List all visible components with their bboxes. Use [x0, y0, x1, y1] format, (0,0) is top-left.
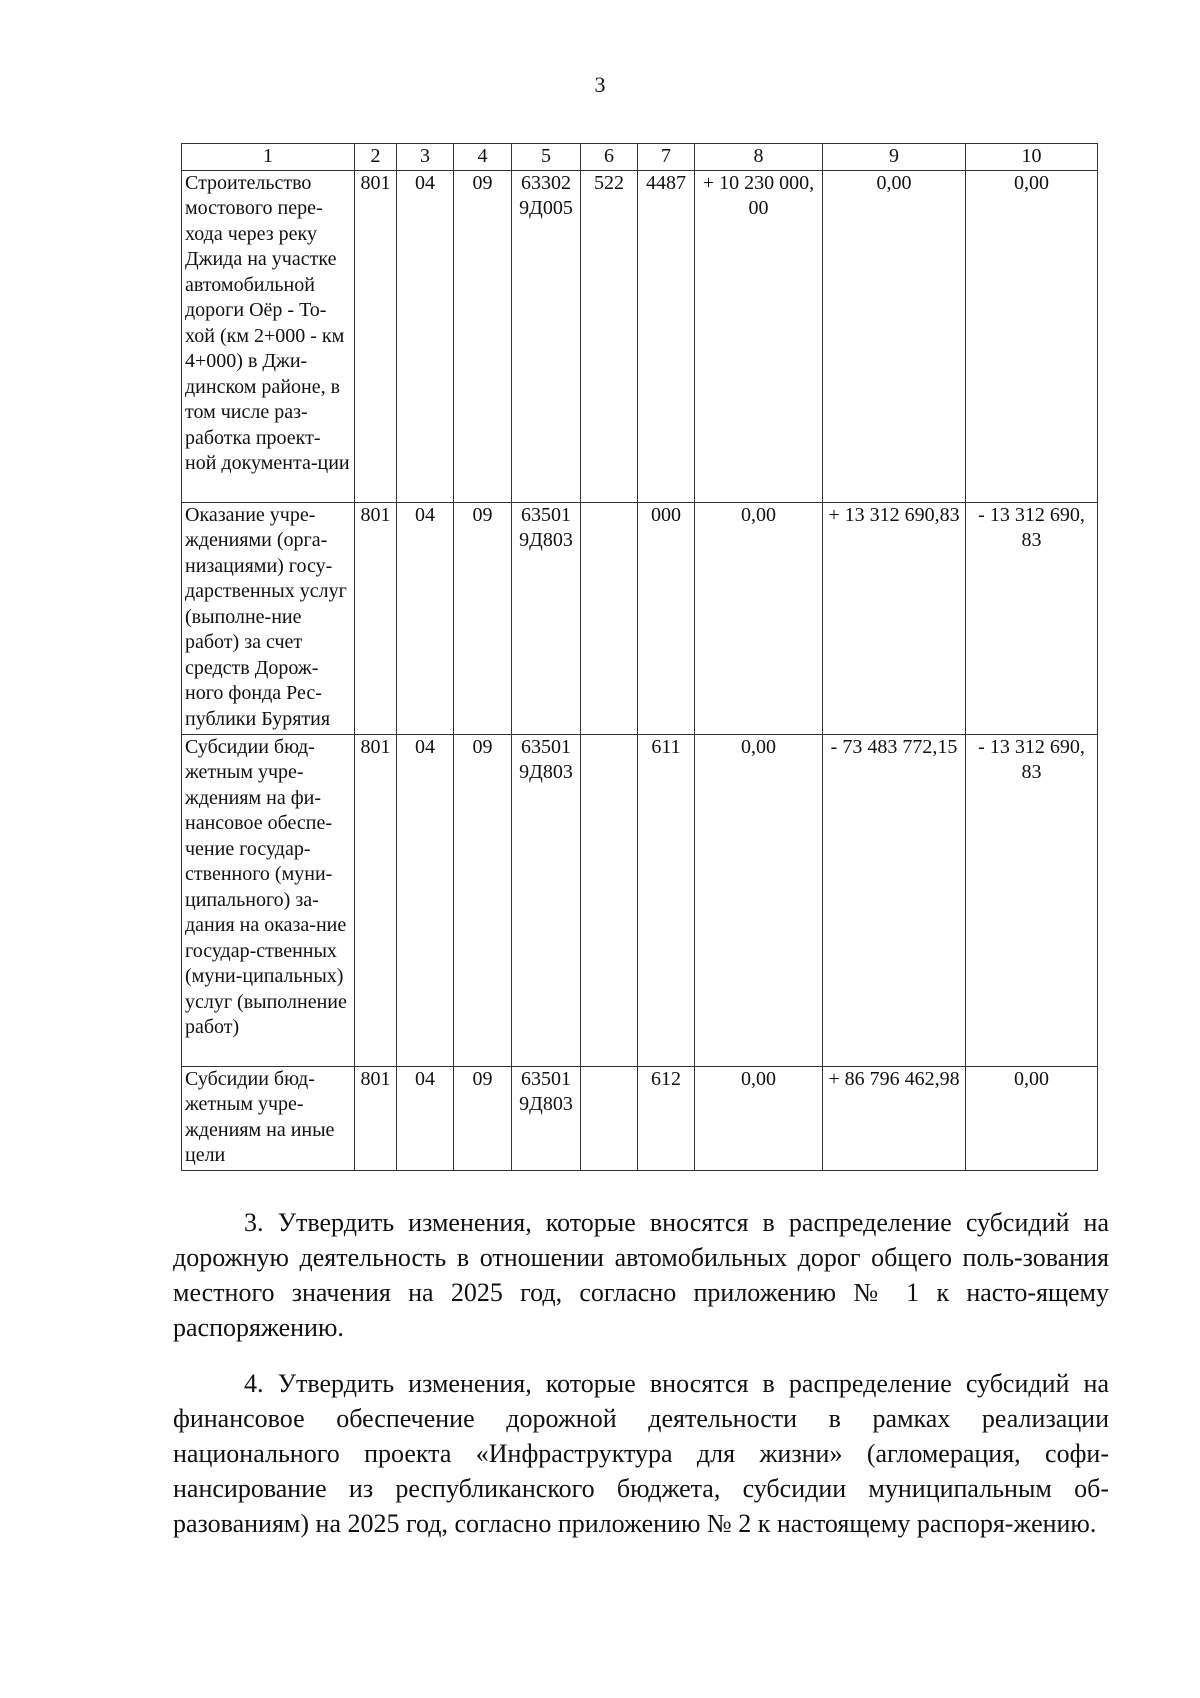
page-number: 3: [594, 72, 606, 97]
cell-col9: + 86 796 462,98: [823, 1066, 966, 1170]
cell-col2: 801: [355, 502, 397, 734]
cell-col7: 611: [638, 734, 695, 1066]
cell-col4: 09: [454, 1066, 512, 1170]
table-row: [182, 170, 1098, 502]
column-header: 2: [355, 144, 397, 171]
cell-col10: 0,00: [966, 1066, 1098, 1170]
cell-col2: 801: [355, 734, 397, 1066]
cell-col9: 0,00: [823, 170, 966, 502]
cell-col2: 801: [355, 1066, 397, 1170]
cell-col6: 522: [581, 170, 638, 502]
cell-col8: 0,00: [695, 502, 823, 734]
cell-col4: 09: [454, 502, 512, 734]
cell-col8: 0,00: [695, 734, 823, 1066]
cell-col4: 09: [454, 170, 512, 502]
cell-col3: 04: [397, 734, 454, 1066]
column-header: 4: [454, 144, 512, 171]
row-name-cell: Оказание учре-ждениями (орга-низациями) госу-дарственных услуг (выполне-ние работ) за счет средств Дорож-ного фонда Рес-публики Бурятия: [182, 502, 355, 734]
column-header: 3: [397, 144, 454, 171]
table-row: [182, 1066, 1098, 1170]
cell-col8: + 10 230 000, 00: [695, 170, 823, 502]
column-header: 7: [638, 144, 695, 171]
cell-col5: 63501 9Д803: [512, 1066, 581, 1170]
cell-col6: [581, 1066, 638, 1170]
row-name-cell: Субсидии бюд-жетным учре-ждениям на иные цели: [182, 1066, 355, 1170]
cell-col9: + 13 312 690,83: [823, 502, 966, 734]
column-header: 6: [581, 144, 638, 171]
paragraph-item-3: 3. Утвердить изменения, которые вносятся в распределение субсидий на дорожную деятельность в отношении автомобильных дорог общего поль-зования местного значения на 2025 год, согласно приложению № 1 к насто-ящему распоряжению.: [173, 1208, 1109, 1342]
cell-col10: - 13 312 690, 83: [966, 734, 1098, 1066]
cell-col6: [581, 734, 638, 1066]
cell-col8: 0,00: [695, 1066, 823, 1170]
cell-col3: 04: [397, 170, 454, 502]
cell-col7: 4487: [638, 170, 695, 502]
column-header: 9: [823, 144, 966, 171]
cell-col9: - 73 483 772,15: [823, 734, 966, 1066]
cell-col6: [581, 502, 638, 734]
cell-col4: 09: [454, 734, 512, 1066]
table-row: [182, 734, 1098, 1066]
row-name-cell: Субсидии бюд-жетным учре-ждениям на фи-нансовое обеспе-чение государ-ственного (муни-ципального) за-дания на оказа-ние государ-ственных (муни-ципальных) услуг (выполнение работ): [182, 734, 355, 1066]
cell-col5: 63302 9Д005: [512, 170, 581, 502]
column-header: 8: [695, 144, 823, 171]
cell-col10: - 13 312 690, 83: [966, 502, 1098, 734]
cell-col3: 04: [397, 502, 454, 734]
budget-table: [181, 143, 1098, 1171]
cell-col2: 801: [355, 170, 397, 502]
table-row: [182, 502, 1098, 734]
table-header-row: [182, 144, 1098, 171]
cell-col7: 612: [638, 1066, 695, 1170]
column-header: 10: [966, 144, 1098, 171]
paragraph-item-4: 4. Утвердить изменения, которые вносятся в распределение субсидий на финансовое обеспечение дорожной деятельности в рамках реализации национального проекта «Инфраструктура для жизни» (агломерация, софи-нансирование из республиканского бюджета, субсидии муниципальным об-разованиям) на 2025 год, согласно приложению № 2 к настоящему распоря-жению.: [173, 1369, 1109, 1538]
cell-col5: 63501 9Д803: [512, 734, 581, 1066]
cell-col7: 000: [638, 502, 695, 734]
row-name-cell: Строительство мостового пере-хода через реку Джида на участке автомобильной дороги Оёр - То-хой (км 2+000 - км 4+000) в Джи-динском районе, в том числе раз-работка проект-ной документа-ции: [182, 170, 355, 502]
column-header: 5: [512, 144, 581, 171]
column-header: 1: [182, 144, 355, 171]
cell-col3: 04: [397, 1066, 454, 1170]
cell-col5: 63501 9Д803: [512, 502, 581, 734]
cell-col10: 0,00: [966, 170, 1098, 502]
